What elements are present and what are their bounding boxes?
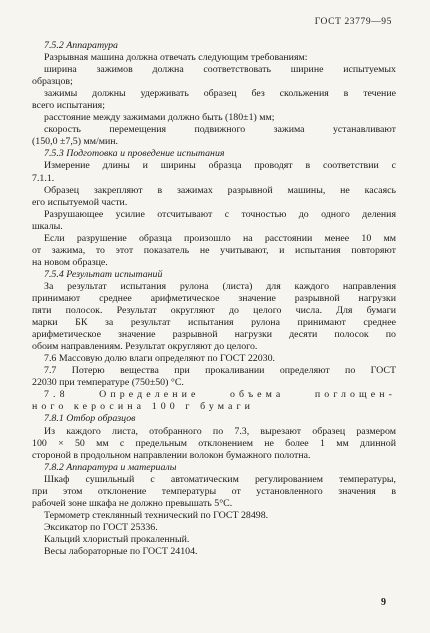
- section-heading: 7.8.1 Отбор образцов: [44, 413, 136, 425]
- text-line: Весы лабораторные по ГОСТ 24104.: [44, 545, 198, 557]
- text-line: расстояние между зажимами должно быть (180±1) мм;: [44, 112, 275, 124]
- text-line: скорость перемещения подвижного зажима устанавливают: [44, 124, 396, 136]
- text-line: марки БК за результат испытания рулона принимают среднее: [32, 317, 396, 329]
- text-line: 7.8 Определение объема поглощен-: [44, 389, 396, 401]
- text-line: 7.7 Потерю вещества при прокаливании определяют по ГОСТ: [44, 365, 396, 377]
- text-line: на новом образце.: [32, 256, 108, 268]
- text-line: обоим направлениям. Результат округляют до целого.: [32, 341, 258, 353]
- section-heading: 7.8.2 Аппаратура и материалы: [44, 461, 177, 473]
- text-line: при этом отклонение температуры от установленного значения в: [32, 485, 396, 497]
- text-line: Шкаф сушильный с автоматическим регулированием температуры,: [44, 473, 396, 485]
- text-line: Эксикатор по ГОСТ 25336.: [44, 521, 158, 533]
- section-heading: 7.5.3 Подготовка и проведение испытания: [44, 148, 225, 160]
- text-line: 22030 при температуре (750±50) °С.: [32, 377, 184, 389]
- text-line: ного керосина 100 г бумаги: [32, 401, 255, 413]
- text-line: арифметическое значение разрывной нагрузки десяти полосок по: [32, 329, 396, 341]
- text-line: За результат испытания рулона (листа) для каждого направления: [44, 280, 396, 292]
- text-line: Разрывная машина должна отвечать следующим требованиям:: [44, 52, 308, 64]
- text-line: шкалы.: [32, 220, 63, 232]
- text-line: стороной в продольном направлении волокон бумажного полотна.: [32, 449, 311, 461]
- text-line: Образец закрепляют в зажимах разрывной машины, не касаясь: [44, 184, 396, 196]
- section-heading: 7.5.4 Результат испытаний: [44, 268, 163, 280]
- text-line: 100 × 50 мм с предельным отклонением не более 1 мм длинной: [32, 437, 396, 449]
- page-number: 9: [381, 597, 386, 608]
- body-text: [32, 40, 396, 558]
- text-line: ширина зажимов должна соответствовать ширине испытуемых: [44, 64, 396, 76]
- text-line: пяти полосок. Результат округляют до целого числа. Для бумаги: [32, 305, 396, 317]
- text-line: зажимы должны удерживать образец без скольжения в течение: [44, 88, 396, 100]
- text-line: от зажима, то этот показатель не учитывают, и испытания повторяют: [32, 244, 396, 256]
- text-line: 7.6 Массовую долю влаги определяют по ГОСТ 22030.: [44, 353, 276, 365]
- text-line: рабочей зоне шкафа не должно превышать 5°С.: [32, 497, 233, 509]
- text-line: Измерение длины и ширины образца проводят в соответствии с: [44, 160, 396, 172]
- text-line: его испытуемой части.: [32, 196, 128, 208]
- text-line: Разрушающее усилие отсчитывают с точностью до одного деления: [44, 208, 396, 220]
- standard-header: ГОСТ 23779—95: [314, 17, 392, 27]
- text-line: принимают среднее арифметическое значение разрывной нагрузки: [32, 292, 396, 304]
- text-line: (150,0 ±7,5) мм/мин.: [32, 136, 119, 148]
- text-line: образцов;: [32, 76, 73, 88]
- text-line: Из каждого листа, отобранного по 7.3, вырезают образец размером: [44, 425, 396, 437]
- text-line: всего испытания;: [32, 100, 105, 112]
- text-line: Кальций хлористый прокаленный.: [44, 533, 190, 545]
- section-heading: 7.5.2 Аппаратура: [44, 40, 118, 51]
- text-line: 7.1.1.: [32, 172, 55, 184]
- text-line: Термометр стеклянный технический по ГОСТ 28498.: [44, 509, 269, 521]
- text-line: Если разрушение образца произошло на расстоянии менее 10 мм: [44, 232, 396, 244]
